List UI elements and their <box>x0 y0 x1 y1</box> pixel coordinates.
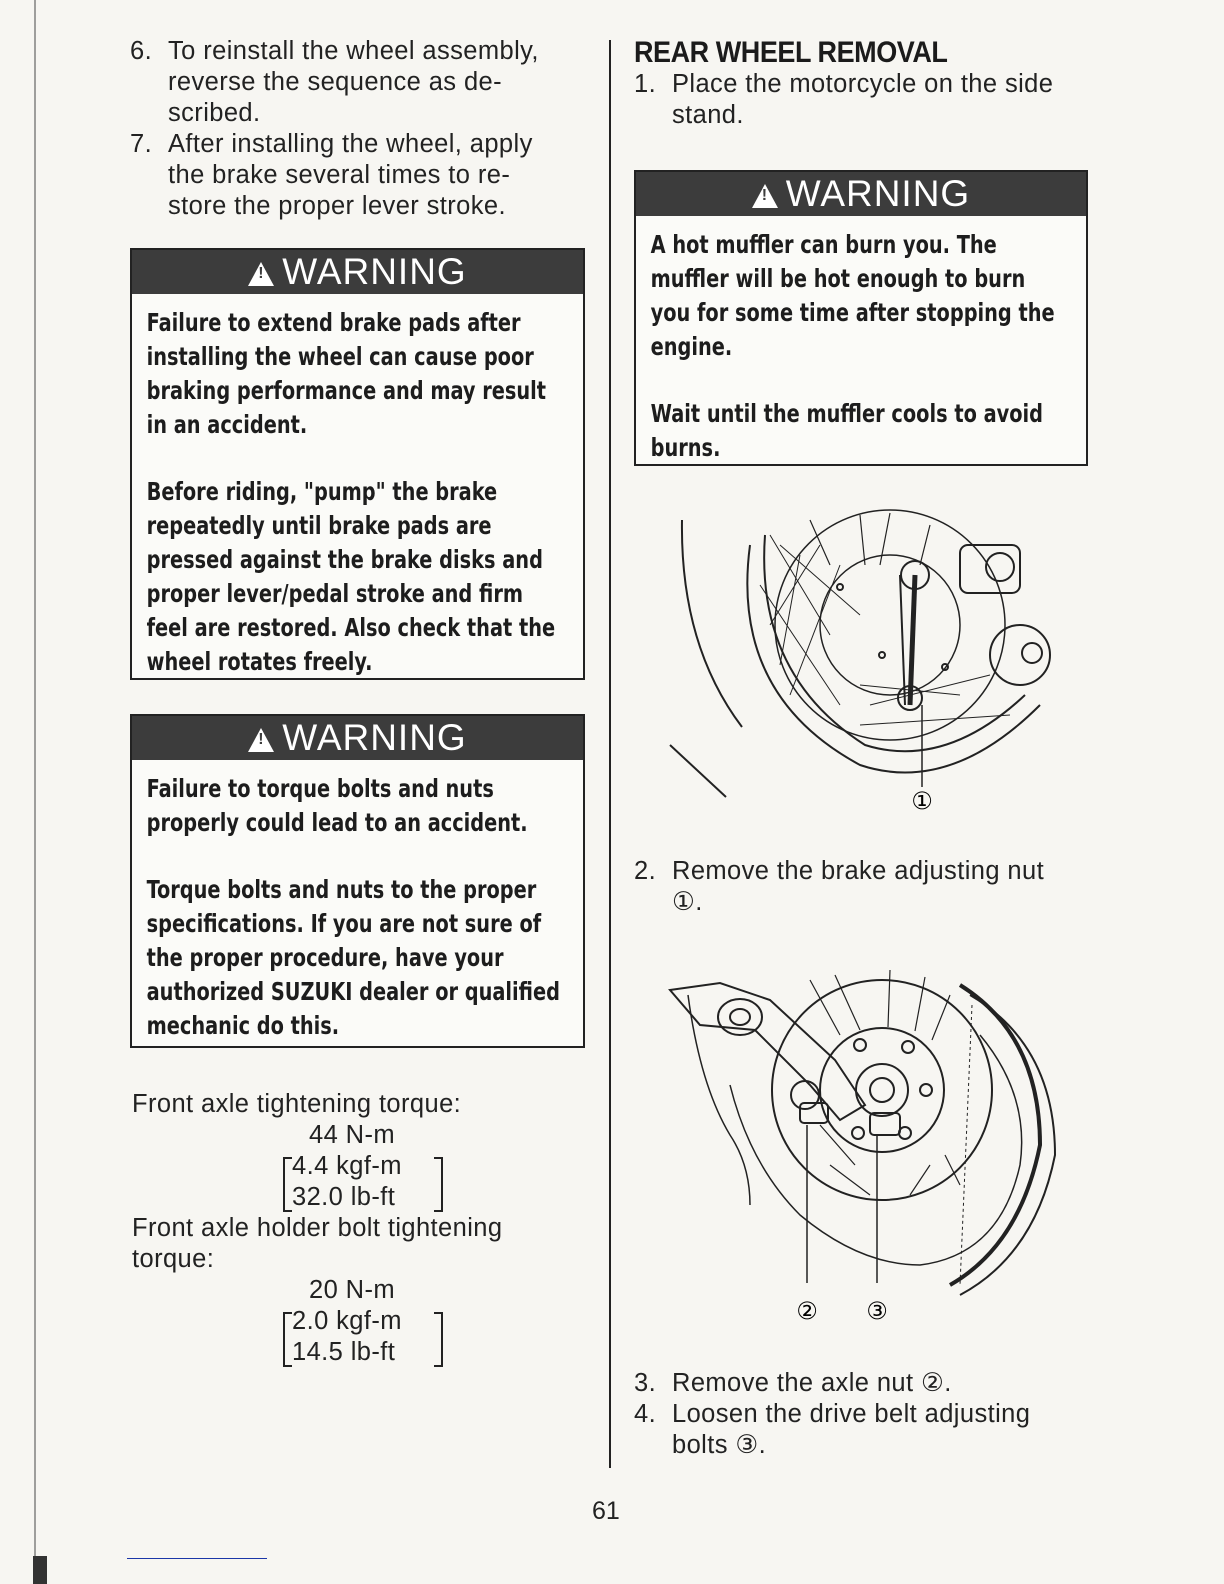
holder-torque-lbft: 14.5 lb-ft <box>292 1338 396 1366</box>
step-text-line: After installing the wheel, apply <box>168 130 533 158</box>
step-1 <box>634 69 1094 131</box>
step-4 <box>634 1399 1094 1461</box>
front-axle-torque-kgf: 4.4 kgf-m <box>292 1152 402 1180</box>
front-axle-torque-lbft: 32.0 lb-ft <box>292 1183 396 1211</box>
warning-label: WARNING <box>282 717 467 758</box>
holder-torque-nm: 20 N-m <box>309 1276 395 1304</box>
removal-steps-end <box>634 1368 1094 1461</box>
page-number: 61 <box>592 1497 620 1525</box>
removal-steps-start <box>634 69 1094 131</box>
bracket-left <box>283 1157 292 1212</box>
torque-specifications <box>132 1089 592 1368</box>
step-2 <box>634 856 1094 918</box>
callout-1: ① <box>911 787 933 815</box>
warning-label: WARNING <box>785 173 971 214</box>
step-number: 6. <box>130 37 153 65</box>
reinstall-steps <box>130 36 585 222</box>
step-6 <box>130 36 585 129</box>
front-axle-torque-nm: 44 N-m <box>309 1121 395 1149</box>
step-text-line: Place the motorcycle on the side <box>672 70 1054 98</box>
warning-box-hot-muffler <box>634 170 1088 466</box>
warning-header <box>132 716 583 760</box>
warning-body <box>132 760 578 1061</box>
warning-box-brake-pads <box>130 248 585 680</box>
warning-body <box>636 216 1081 483</box>
warning-paragraph: Failure to torque bolts and nuts properly could lead to an accident. <box>146 774 528 837</box>
warning-paragraph: Before riding, "pump" the brake repeatedly until brake pads are pressed against the brake disks and proper lever/pedal stroke and firm feel are restored. Also check that the wheel rotates freely. <box>146 477 556 676</box>
left-column <box>130 36 585 1048</box>
rear-brake-illustration <box>660 505 1080 825</box>
step-3 <box>634 1368 1094 1399</box>
front-axle-torque-conversions <box>283 1151 443 1213</box>
step-text-line: store the proper lever stroke. <box>168 192 506 220</box>
warning-paragraph: Wait until the muffler cools to avoid burns. <box>650 399 1044 462</box>
step-text-line: Remove the brake adjusting nut <box>672 857 1045 885</box>
step-text-line: ①. <box>672 888 703 916</box>
step-7 <box>130 129 585 222</box>
step-text-line: the brake several times to re- <box>168 161 511 189</box>
warning-paragraph: Torque bolts and nuts to the proper specifications. If you are not sure of the proper procedure, have your authorized SUZUKI dealer or qualified mechanic do this. <box>146 875 560 1040</box>
step-list <box>634 1368 1094 1461</box>
step-text-line: Remove the axle nut ②. <box>672 1369 952 1397</box>
warning-body <box>132 294 578 697</box>
scan-corner-mark <box>33 1556 47 1584</box>
footer-rule <box>127 1558 267 1559</box>
holder-torque-label-2: torque: <box>132 1245 215 1273</box>
step-number: 2. <box>634 857 657 885</box>
step-list <box>634 856 1094 918</box>
holder-torque-label: Front axle holder bolt tightening <box>132 1214 503 1242</box>
step-text-line: reverse the sequence as de- <box>168 68 502 96</box>
right-column <box>634 36 1094 131</box>
rear-axle-illustration <box>660 965 1080 1335</box>
holder-torque-kgf: 2.0 kgf-m <box>292 1307 402 1335</box>
warning-paragraph: A hot muffler can burn you. The muffler will be hot enough to burn you for some time after stopping the engine. <box>650 230 1055 361</box>
callout-2: ② <box>796 1297 818 1325</box>
step-number: 4. <box>634 1400 657 1428</box>
warning-header <box>636 172 1086 216</box>
section-title: REAR WHEEL REMOVAL <box>634 36 948 69</box>
column-divider <box>609 40 611 1468</box>
step-text-line: stand. <box>672 101 744 129</box>
warning-header <box>132 250 583 294</box>
step-number: 7. <box>130 130 153 158</box>
step-text-line: scribed. <box>168 99 261 127</box>
warning-triangle-icon <box>752 184 778 208</box>
step-number: 3. <box>634 1369 657 1397</box>
front-axle-torque-label: Front axle tightening torque: <box>132 1090 462 1118</box>
bracket-right <box>434 1312 443 1367</box>
scan-binding-edge <box>34 0 36 1584</box>
step-number: 1. <box>634 70 657 98</box>
bracket-right <box>434 1157 443 1212</box>
callout-3: ③ <box>866 1297 888 1325</box>
bracket-left <box>283 1312 292 1367</box>
step-text-line: Loosen the drive belt adjusting <box>672 1400 1031 1428</box>
warning-label: WARNING <box>282 251 467 292</box>
removal-step-2 <box>634 856 1094 918</box>
holder-torque-conversions <box>283 1306 443 1368</box>
warning-triangle-icon <box>248 728 274 752</box>
step-text-line: bolts ③. <box>672 1431 767 1459</box>
warning-box-torque <box>130 714 585 1048</box>
warning-paragraph: Failure to extend brake pads after installing the wheel can cause poor braking performance and may result in an accident. <box>146 308 547 439</box>
warning-triangle-icon <box>248 262 274 286</box>
step-text-line: To reinstall the wheel assembly, <box>168 37 539 65</box>
